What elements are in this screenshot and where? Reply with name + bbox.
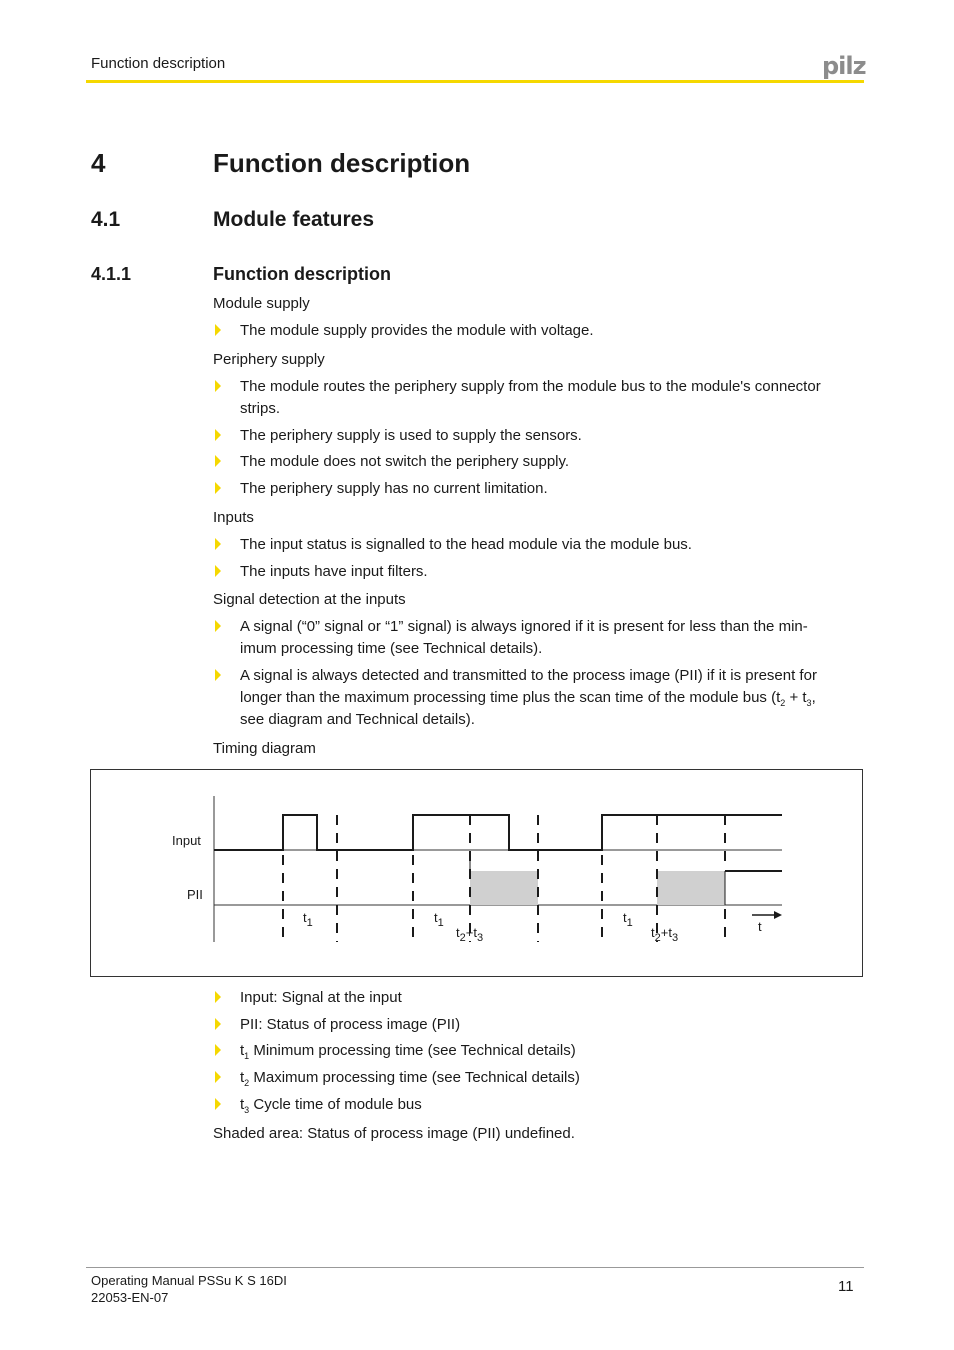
- list-item-continued: strips.: [240, 400, 281, 417]
- signal-detection-heading: Signal detection at the inputs: [213, 591, 406, 608]
- text-run: Cycle time of module bus: [249, 1096, 422, 1113]
- t1-sub: 1: [437, 917, 444, 929]
- shaded-area-note: Shaded area: Status of process image (PII) undefined.: [213, 1125, 575, 1142]
- pii-row-label: PII: [187, 887, 203, 902]
- t2t3-label: [651, 925, 678, 944]
- t1-base: t: [623, 910, 627, 925]
- text-run: t: [240, 1069, 245, 1086]
- t2-sub: 2: [654, 932, 661, 944]
- page-number: 11: [838, 1278, 854, 1295]
- list-item: The input status is signalled to the head module via the module bus.: [240, 536, 692, 553]
- text-run: longer than the maximum processing time plus the scan time of the module bus (t: [240, 689, 781, 706]
- t-base: t: [456, 925, 460, 940]
- list-item: The module supply provides the module with voltage.: [240, 322, 594, 339]
- text-run: Maximum processing time (see Technical details): [249, 1069, 580, 1086]
- bullet-arrow-icon: [215, 620, 221, 632]
- bullet-arrow-icon: [215, 482, 221, 494]
- bullet-arrow-icon: [215, 380, 221, 392]
- subscript: 3: [806, 698, 812, 708]
- subsection-title: Function description: [213, 264, 391, 284]
- bullet-arrow-icon: [215, 455, 221, 467]
- t1-base: t: [434, 910, 438, 925]
- bullet-arrow-icon: [215, 1071, 221, 1083]
- header-rule: [86, 80, 864, 83]
- list-item: PII: Status of process image (PII): [240, 1016, 461, 1033]
- t1-label: [434, 910, 444, 929]
- bullet-arrow-icon: [215, 538, 221, 550]
- module-supply-heading: Module supply: [213, 295, 310, 312]
- footer-doc-id: 22053-EN-07: [91, 1290, 169, 1305]
- list-item: Input: Signal at the input: [240, 989, 402, 1006]
- bullet-arrow-icon: [215, 1044, 221, 1056]
- bullet-arrow-icon: [215, 1018, 221, 1030]
- t2-sub: 2: [459, 932, 466, 944]
- input-row-label: Input: [172, 833, 201, 848]
- subsection-number: 4.1.1: [91, 264, 132, 284]
- list-item: The periphery supply has no current limitation.: [240, 480, 548, 497]
- chapter-title: Function description: [213, 148, 471, 178]
- text-run: t: [240, 1042, 245, 1059]
- list-item: [240, 1094, 864, 1121]
- list-item-continued: imum processing time (see Technical details).: [240, 640, 543, 657]
- periphery-supply-heading: Periphery supply: [213, 351, 325, 368]
- text-run: ,: [811, 689, 816, 706]
- subscript: 3: [244, 1105, 250, 1115]
- section-title: Module features: [213, 208, 375, 231]
- text-run: Minimum processing time (see Technical details): [249, 1042, 576, 1059]
- t1-sub: 1: [626, 917, 633, 929]
- timing-diagram-heading: Timing diagram: [213, 740, 316, 757]
- footer-rule: [86, 1267, 864, 1268]
- list-item: The periphery supply is used to supply the sensors.: [240, 427, 582, 444]
- text-run: + t: [785, 689, 807, 706]
- t-base: t: [651, 925, 655, 940]
- input-signal-trace: [214, 815, 782, 850]
- text-run: t: [240, 1096, 245, 1113]
- timing-diagram: [90, 769, 863, 977]
- pilz-logo: pilz: [822, 52, 866, 80]
- bullet-arrow-icon: [215, 1098, 221, 1110]
- undefined-region: [470, 871, 538, 905]
- subscript: 2: [244, 1078, 250, 1088]
- bullet-arrow-icon: [215, 991, 221, 1003]
- t1-label: [303, 910, 313, 929]
- list-item: A signal (“0” signal or “1” signal) is always ignored if it is present for less than the min-: [240, 618, 808, 635]
- list-item: [240, 1040, 864, 1067]
- subscript: 1: [244, 1051, 250, 1061]
- list-item: The module routes the periphery supply from the module bus to the module's connector: [240, 378, 821, 395]
- time-arrow-head-icon: [774, 911, 782, 919]
- section-number: 4.1: [91, 208, 121, 231]
- t1-label: [623, 910, 633, 929]
- bullet-arrow-icon: [215, 429, 221, 441]
- time-axis-label: t: [758, 919, 762, 934]
- t3-sub: 3: [476, 932, 484, 944]
- footer-manual-title: Operating Manual PSSu K S 16DI: [91, 1273, 287, 1288]
- list-item: A signal is always detected and transmitted to the process image (PII) if it is present for: [240, 667, 817, 684]
- t3-sub: 3: [671, 932, 679, 944]
- bullet-arrow-icon: [215, 324, 221, 336]
- inputs-heading: Inputs: [213, 509, 254, 526]
- bullet-arrow-icon: [215, 565, 221, 577]
- bullet-arrow-icon: [215, 669, 221, 681]
- list-item: The module does not switch the periphery supply.: [240, 453, 570, 470]
- plus-t: +t: [660, 925, 672, 940]
- list-item: [240, 1067, 864, 1094]
- t1-base: t: [303, 910, 307, 925]
- t1-sub: 1: [306, 917, 313, 929]
- plus-t: +t: [465, 925, 477, 940]
- list-item-continued: see diagram and Technical details).: [240, 711, 475, 728]
- list-item: The inputs have input filters.: [240, 563, 428, 580]
- undefined-region: [657, 871, 725, 905]
- subscript: 2: [780, 698, 786, 708]
- running-header: Function description: [91, 55, 226, 72]
- chapter-number: 4: [91, 148, 106, 178]
